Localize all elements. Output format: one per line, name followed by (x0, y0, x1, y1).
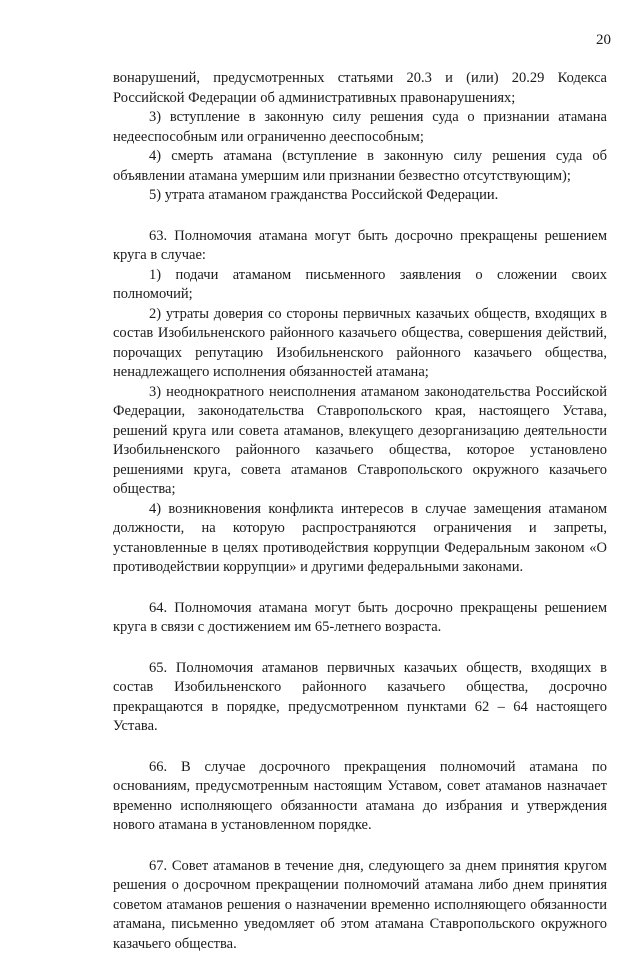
list-item-5: 5) утрата атаманом гражданства Российской Федерации. (113, 186, 607, 206)
paragraph-gap (113, 206, 607, 227)
list-item-4: 4) смерть атамана (вступление в законную силу решения суда об объявлении атамана умершим или признании безвестно отсутствующим); (113, 147, 607, 186)
list-item-3: 3) вступление в законную силу решения суда о признании атамана недееспособным или ограниченно дееспособным; (113, 108, 607, 147)
paragraph-gap (113, 638, 607, 659)
section-63: 63. Полномочия атамана могут быть досрочно прекращены решением круга в случае: (113, 227, 607, 266)
section-65: 65. Полномочия атаманов первичных казачьих обществ, входящих в состав Изобильненского районного казачьего общества, досрочно прекращаются в порядке, предусмотренном пунктами 62 – 64 настоящего Устава. (113, 659, 607, 737)
section-63-item-2: 2) утраты доверия со стороны первичных казачьих обществ, входящих в состав Изобильненского районного казачьего общества, совершения действий, порочащих репутацию Изобильненского районного казачьего общества, ненадлежащего исполнения обязанностей атамана; (113, 305, 607, 383)
section-63-item-3: 3) неоднократного неисполнения атаманом законодательства Российской Федерации, законодательства Ставропольского края, настоящего Устава, решений круга или совета атаманов, влекущего дезорганизацию деятельности Изобильненского районного казачьего общества, которое установлено решениями круга, совета атаманов Ставропольского окружного казачьего общества; (113, 383, 607, 500)
page-number: 20 (596, 31, 611, 49)
paragraph-gap (113, 737, 607, 758)
section-63-item-4: 4) возникновения конфликта интересов в случае замещения атаманом должности, на которую распространяются ограничения и запреты, установленные в целях противодействия коррупции Федеральным законом «О противодействии коррупции» и другими федеральными законами. (113, 500, 607, 578)
section-67: 67. Совет атаманов в течение дня, следующего за днем принятия кругом решения о досрочном прекращении полномочий атамана либо днем принятия советом атаманов решения о назначении временно исполняющего обязанности атамана, письменно уведомляет об этом атамана Ставропольского окружного казачьего общества. (113, 857, 607, 954)
paragraph-gap (113, 836, 607, 857)
document-body (113, 69, 607, 954)
paragraph-continuation: вонарушений, предусмотренных статьями 20.3 и (или) 20.29 Кодекса Российской Федерации об административных правонарушениях; (113, 69, 607, 108)
section-63-item-1: 1) подачи атаманом письменного заявления о сложении своих полномочий; (113, 266, 607, 305)
section-66: 66. В случае досрочного прекращения полномочий атамана по основаниям, предусмотренным настоящим Уставом, совет атаманов назначает временно исполняющего обязанности атамана до избрания и утверждения нового атамана в установленном порядке. (113, 758, 607, 836)
section-64: 64. Полномочия атамана могут быть досрочно прекращены решением круга в связи с достижением им 65-летнего возраста. (113, 599, 607, 638)
paragraph-gap (113, 578, 607, 599)
